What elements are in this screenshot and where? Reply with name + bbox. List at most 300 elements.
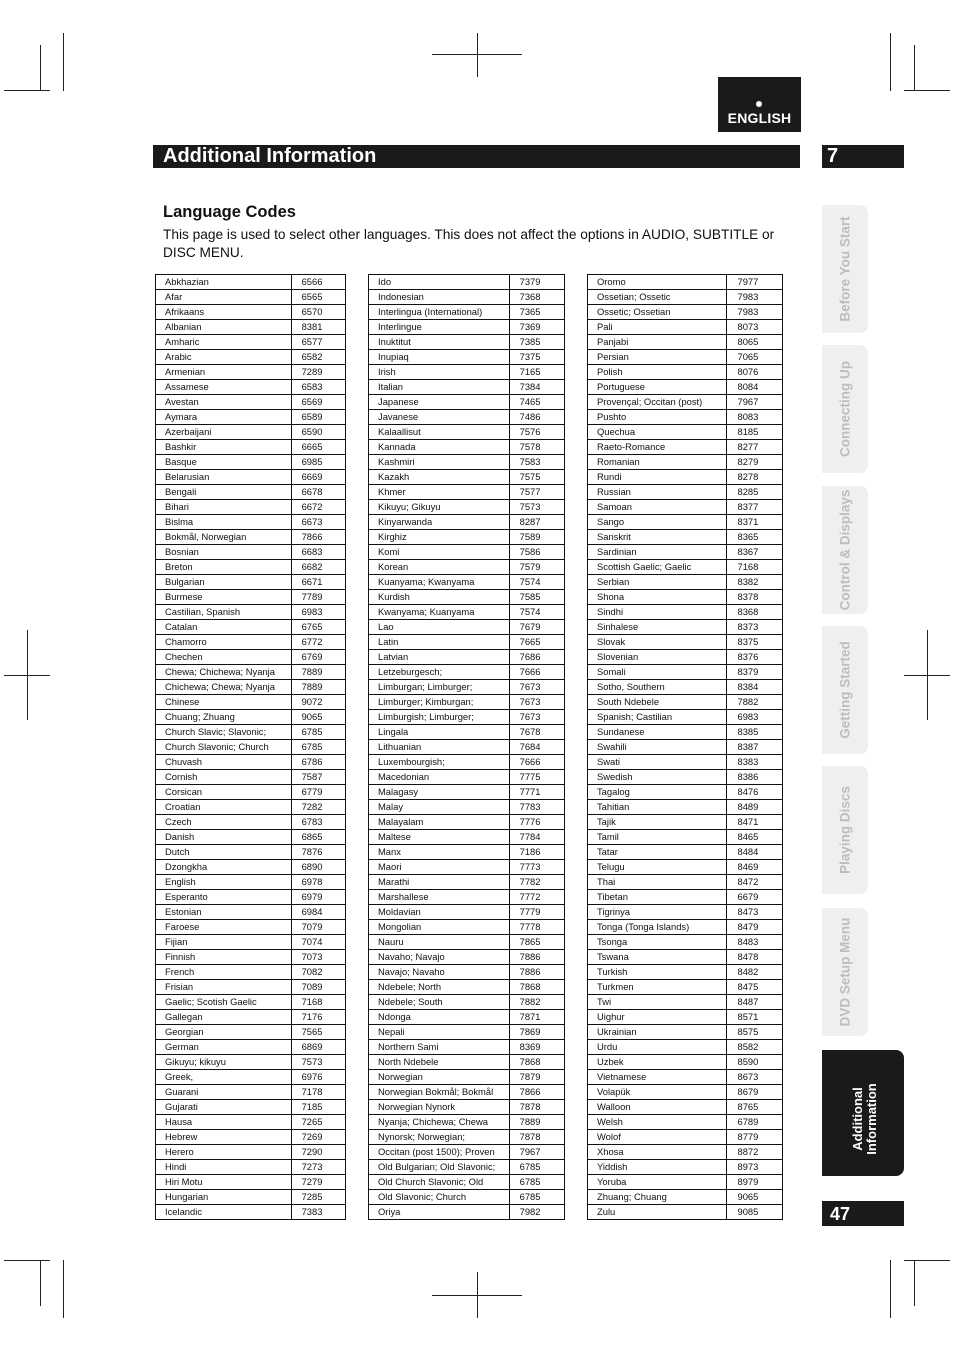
- table-row: [588, 890, 783, 905]
- language-code: 8473: [727, 905, 783, 920]
- language-name: Luxembourgish;: [369, 755, 510, 770]
- language-name: Limburgan; Limburger;: [369, 680, 510, 695]
- language-name: Norwegian Bokmål; Bokmål: [369, 1085, 510, 1100]
- language-name: Lithuanian: [369, 740, 510, 755]
- table-row: [156, 980, 346, 995]
- table-row: [156, 725, 346, 740]
- table-row: [156, 1175, 346, 1190]
- language-code: 7282: [291, 800, 345, 815]
- language-label: ENGLISH: [727, 110, 792, 126]
- language-code: 7771: [509, 785, 564, 800]
- language-code: 7866: [509, 1085, 564, 1100]
- language-name: Oromo: [588, 275, 727, 290]
- language-name: Wolof: [588, 1130, 727, 1145]
- table-row: [369, 485, 565, 500]
- crop-mark: [927, 630, 928, 720]
- language-code-table-3: [587, 274, 783, 1220]
- table-row: [588, 275, 783, 290]
- table-row: [369, 680, 565, 695]
- language-name: Greek,: [156, 1070, 292, 1085]
- language-name: Tahitian: [588, 800, 727, 815]
- language-code: 6783: [291, 815, 345, 830]
- chapter-header: [153, 145, 800, 168]
- table-row: [588, 545, 783, 560]
- language-code: 8076: [727, 365, 783, 380]
- table-row: [369, 590, 565, 605]
- language-name: Nepali: [369, 1025, 510, 1040]
- table-row: [369, 515, 565, 530]
- language-name: Armenian: [156, 365, 292, 380]
- language-code: 7486: [509, 410, 564, 425]
- language-name: Sotho, Southern: [588, 680, 727, 695]
- language-name: Czech: [156, 815, 292, 830]
- language-name: Scottish Gaelic; Gaelic: [588, 560, 727, 575]
- table-row: [156, 905, 346, 920]
- language-code: 8278: [727, 470, 783, 485]
- table-row: [156, 530, 346, 545]
- language-name: Arabic: [156, 350, 292, 365]
- language-code: 8475: [727, 980, 783, 995]
- table-row: [156, 500, 346, 515]
- table-row: [369, 965, 565, 980]
- language-code: 6869: [291, 1040, 345, 1055]
- table-row: [156, 545, 346, 560]
- language-name: Aymara: [156, 410, 292, 425]
- language-code: 7868: [509, 1055, 564, 1070]
- language-name: Fijian: [156, 935, 292, 950]
- table-row: [156, 890, 346, 905]
- language-name: Tajik: [588, 815, 727, 830]
- language-name: Chinese: [156, 695, 292, 710]
- table-row: [156, 1070, 346, 1085]
- language-code: 7983: [727, 290, 783, 305]
- language-code-table-1: [155, 274, 346, 1220]
- table-row: [588, 935, 783, 950]
- language-code: 7982: [509, 1205, 564, 1220]
- language-code: 6565: [291, 290, 345, 305]
- language-name: Kwanyama; Kuanyama: [369, 605, 510, 620]
- side-tab-active-label: [851, 1064, 879, 1174]
- table-row: [588, 500, 783, 515]
- crop-mark: [27, 630, 28, 720]
- table-row: [156, 410, 346, 425]
- language-code: 7889: [291, 665, 345, 680]
- table-row: [156, 770, 346, 785]
- language-code: 7565: [291, 1025, 345, 1040]
- crop-mark: [40, 1260, 41, 1306]
- language-code: 6590: [291, 425, 345, 440]
- language-code: 7878: [509, 1130, 564, 1145]
- language-name: Kinyarwanda: [369, 515, 510, 530]
- language-code: 6984: [291, 905, 345, 920]
- language-name: Bokmål, Norwegian: [156, 530, 292, 545]
- language-name: Hindi: [156, 1160, 292, 1175]
- language-code: 6673: [291, 515, 345, 530]
- language-name: Kuanyama; Kwanyama: [369, 575, 510, 590]
- language-name: English: [156, 875, 292, 890]
- language-code: 8679: [727, 1085, 783, 1100]
- table-row: [588, 575, 783, 590]
- table-row: [588, 530, 783, 545]
- table-row: [369, 755, 565, 770]
- table-row: [156, 1160, 346, 1175]
- language-name: Tonga (Tonga Islands): [588, 920, 727, 935]
- table-row: [156, 305, 346, 320]
- language-code: 6983: [291, 605, 345, 620]
- table-row: [369, 575, 565, 590]
- language-name: Sardinian: [588, 545, 727, 560]
- table-row: [588, 845, 783, 860]
- side-tab-playing-discs[interactable]: [822, 766, 868, 894]
- crop-mark: [914, 1260, 915, 1306]
- language-name: Swedish: [588, 770, 727, 785]
- language-name: Sanskrit: [588, 530, 727, 545]
- language-code: 7889: [509, 1115, 564, 1130]
- side-tab-getting-started[interactable]: [822, 626, 868, 754]
- language-code: 6765: [291, 620, 345, 635]
- language-name: Bihari: [156, 500, 292, 515]
- language-name: Nyanja; Chichewa; Chewa: [369, 1115, 510, 1130]
- language-name: Albanian: [156, 320, 292, 335]
- language-name: Avestan: [156, 395, 292, 410]
- table-row: [588, 650, 783, 665]
- language-name: Russian: [588, 485, 727, 500]
- table-row: [369, 1175, 565, 1190]
- language-code: 7783: [509, 800, 564, 815]
- language-name: German: [156, 1040, 292, 1055]
- table-row: [369, 1100, 565, 1115]
- language-name: Ukrainian: [588, 1025, 727, 1040]
- language-name: Hiri Motu: [156, 1175, 292, 1190]
- language-name: Navajo; Navaho: [369, 965, 510, 980]
- language-name: Assamese: [156, 380, 292, 395]
- language-code: 8373: [727, 620, 783, 635]
- page-number-box: [822, 1201, 904, 1226]
- language-code: 8872: [727, 1145, 783, 1160]
- language-code: 9065: [727, 1190, 783, 1205]
- language-code: 8465: [727, 830, 783, 845]
- language-name: Chechen: [156, 650, 292, 665]
- language-code: 7168: [291, 995, 345, 1010]
- table-row: [588, 290, 783, 305]
- language-code: 8469: [727, 860, 783, 875]
- language-name: Breton: [156, 560, 292, 575]
- table-row: [156, 830, 346, 845]
- table-row: [369, 455, 565, 470]
- table-row: [588, 1100, 783, 1115]
- language-name: Esperanto: [156, 890, 292, 905]
- table-row: [588, 1070, 783, 1085]
- language-name: Bosnian: [156, 545, 292, 560]
- table-row: [588, 875, 783, 890]
- language-name: Norwegian: [369, 1070, 510, 1085]
- language-code: 8472: [727, 875, 783, 890]
- language-code-table-2: [368, 274, 565, 1220]
- table-row: [588, 800, 783, 815]
- language-name: Welsh: [588, 1115, 727, 1130]
- language-code: 7082: [291, 965, 345, 980]
- table-row: [369, 995, 565, 1010]
- language-name: Bulgarian: [156, 575, 292, 590]
- language-name: Basque: [156, 455, 292, 470]
- language-name: Xhosa: [588, 1145, 727, 1160]
- table-row: [588, 425, 783, 440]
- table-row: [369, 770, 565, 785]
- language-code: 7384: [509, 380, 564, 395]
- table-row: [369, 1205, 565, 1220]
- table-row: [156, 485, 346, 500]
- crop-mark: [4, 90, 50, 91]
- language-name: Ndonga: [369, 1010, 510, 1025]
- language-code: 8479: [727, 920, 783, 935]
- language-code: 7778: [509, 920, 564, 935]
- language-code: 8368: [727, 605, 783, 620]
- language-code: 8779: [727, 1130, 783, 1145]
- language-name: Tatar: [588, 845, 727, 860]
- language-code: 8478: [727, 950, 783, 965]
- language-code: 8083: [727, 410, 783, 425]
- table-row: [369, 1010, 565, 1025]
- table-row: [369, 860, 565, 875]
- language-code: 7678: [509, 725, 564, 740]
- language-code: 7289: [291, 365, 345, 380]
- language-code: 7269: [291, 1130, 345, 1145]
- table-row: [369, 800, 565, 815]
- table-row: [156, 275, 346, 290]
- table-row: [156, 1040, 346, 1055]
- language-name: Persian: [588, 350, 727, 365]
- table-row: [369, 635, 565, 650]
- side-tab-control-displays[interactable]: [822, 486, 868, 614]
- chapter-number: 7: [827, 145, 839, 167]
- table-row: [369, 470, 565, 485]
- language-name: Macedonian: [369, 770, 510, 785]
- language-name: Swati: [588, 755, 727, 770]
- table-row: [369, 335, 565, 350]
- language-code: 6583: [291, 380, 345, 395]
- language-name: Oriya: [369, 1205, 510, 1220]
- table-row: [588, 1190, 783, 1205]
- table-row: [156, 875, 346, 890]
- language-code: 9072: [291, 695, 345, 710]
- crop-mark: [40, 45, 41, 91]
- language-code: 7577: [509, 485, 564, 500]
- language-code: 6679: [727, 890, 783, 905]
- language-code: 7089: [291, 980, 345, 995]
- language-code: 7882: [727, 695, 783, 710]
- table-row: [588, 320, 783, 335]
- language-name: Tigrinya: [588, 905, 727, 920]
- table-row: [369, 935, 565, 950]
- language-name: Serbian: [588, 575, 727, 590]
- language-name: Kashmiri: [369, 455, 510, 470]
- table-row: [156, 1010, 346, 1025]
- table-row: [588, 380, 783, 395]
- language-name: Old Bulgarian; Old Slavonic;: [369, 1160, 510, 1175]
- table-row: [156, 995, 346, 1010]
- side-tab-dvd-setup-menu[interactable]: [822, 908, 868, 1036]
- side-tab-connecting-up[interactable]: [822, 345, 868, 473]
- language-code: 7465: [509, 395, 564, 410]
- language-name: Telugu: [588, 860, 727, 875]
- chapter-title: Additional Information: [163, 145, 377, 167]
- language-code: 6569: [291, 395, 345, 410]
- language-code: 8489: [727, 800, 783, 815]
- language-code: 6985: [291, 455, 345, 470]
- language-name: Church Slavic; Slavonic;: [156, 725, 292, 740]
- language-name: Herero: [156, 1145, 292, 1160]
- language-name: Bengali: [156, 485, 292, 500]
- table-row: [369, 500, 565, 515]
- language-code: 8471: [727, 815, 783, 830]
- language-name: Catalan: [156, 620, 292, 635]
- language-code: 7879: [509, 1070, 564, 1085]
- side-tab-label: Control & Displays: [837, 489, 853, 611]
- table-row: [588, 980, 783, 995]
- table-row: [156, 860, 346, 875]
- language-code: 6671: [291, 575, 345, 590]
- language-name: North Ndebele: [369, 1055, 510, 1070]
- language-name: Ido: [369, 275, 510, 290]
- language-name: Old Church Slavonic; Old: [369, 1175, 510, 1190]
- language-code: 8582: [727, 1040, 783, 1055]
- language-code: 8185: [727, 425, 783, 440]
- language-name: Kirghiz: [369, 530, 510, 545]
- language-name: Yiddish: [588, 1160, 727, 1175]
- bullet-icon: [756, 101, 762, 107]
- language-name: Afrikaans: [156, 305, 292, 320]
- language-code: 8383: [727, 755, 783, 770]
- language-code: 7186: [509, 845, 564, 860]
- language-code: 8382: [727, 575, 783, 590]
- table-row: [369, 905, 565, 920]
- language-code: 7789: [291, 590, 345, 605]
- language-name: Sundanese: [588, 725, 727, 740]
- language-name: Bislma: [156, 515, 292, 530]
- language-name: Korean: [369, 560, 510, 575]
- language-code: 7776: [509, 815, 564, 830]
- language-code: 6786: [291, 755, 345, 770]
- language-name: Komi: [369, 545, 510, 560]
- side-tab-label: Before You Start: [837, 216, 853, 322]
- language-name: Maori: [369, 860, 510, 875]
- language-name: Swahili: [588, 740, 727, 755]
- language-name: Kazakh: [369, 470, 510, 485]
- table-row: [369, 440, 565, 455]
- language-code: 6582: [291, 350, 345, 365]
- table-row: [369, 650, 565, 665]
- language-code: 7065: [727, 350, 783, 365]
- side-tab-label: Getting Started: [837, 641, 853, 739]
- language-name: Belarusian: [156, 470, 292, 485]
- language-name: Tagalog: [588, 785, 727, 800]
- language-code: 8365: [727, 530, 783, 545]
- crop-mark: [904, 1260, 950, 1261]
- language-code: 7165: [509, 365, 564, 380]
- table-row: [156, 395, 346, 410]
- language-code: 7679: [509, 620, 564, 635]
- language-name: Estonian: [156, 905, 292, 920]
- table-row: [156, 560, 346, 575]
- language-name: Irish: [369, 365, 510, 380]
- language-code: 8277: [727, 440, 783, 455]
- language-code: 9065: [291, 710, 345, 725]
- language-name: Frisian: [156, 980, 292, 995]
- side-tab-active-line1: Additional: [850, 1087, 865, 1151]
- table-row: [156, 650, 346, 665]
- language-code: 7865: [509, 935, 564, 950]
- language-name: Twi: [588, 995, 727, 1010]
- language-code: 8073: [727, 320, 783, 335]
- table-row: [156, 1085, 346, 1100]
- language-name: Inuktitut: [369, 335, 510, 350]
- table-row: [369, 305, 565, 320]
- language-name: Danish: [156, 830, 292, 845]
- language-code: 6785: [509, 1190, 564, 1205]
- language-name: Chuvash: [156, 755, 292, 770]
- language-name: Ossetic; Ossetian: [588, 305, 727, 320]
- language-name: Khmer: [369, 485, 510, 500]
- side-tab-before-you-start[interactable]: [822, 205, 868, 333]
- language-code: 8484: [727, 845, 783, 860]
- language-code: 8979: [727, 1175, 783, 1190]
- language-name: Limburger; Kimburgan;: [369, 695, 510, 710]
- table-row: [369, 785, 565, 800]
- language-code: 7876: [291, 845, 345, 860]
- table-row: [369, 560, 565, 575]
- language-name: Limburgish; Limburger;: [369, 710, 510, 725]
- language-name: Panjabi: [588, 335, 727, 350]
- crop-mark: [477, 33, 478, 77]
- table-row: [156, 440, 346, 455]
- language-code: 6577: [291, 335, 345, 350]
- table-row: [156, 1055, 346, 1070]
- language-name: Tibetan: [588, 890, 727, 905]
- table-row: [156, 950, 346, 965]
- table-row: [156, 350, 346, 365]
- language-name: Uighur: [588, 1010, 727, 1025]
- table-row: [588, 1055, 783, 1070]
- language-name: Rundi: [588, 470, 727, 485]
- language-name: Gikuyu; kikuyu: [156, 1055, 292, 1070]
- language-name: Urdu: [588, 1040, 727, 1055]
- table-row: [369, 845, 565, 860]
- language-code: 7773: [509, 860, 564, 875]
- language-name: Malay: [369, 800, 510, 815]
- language-code: 6890: [291, 860, 345, 875]
- language-code: 8287: [509, 515, 564, 530]
- language-code: 8375: [727, 635, 783, 650]
- table-row: [588, 350, 783, 365]
- language-name: Gaelic; Scotish Gaelic: [156, 995, 292, 1010]
- language-name: Croatian: [156, 800, 292, 815]
- language-name: Maltese: [369, 830, 510, 845]
- table-row: [588, 305, 783, 320]
- language-code: 7886: [509, 965, 564, 980]
- language-name: Kalaallisut: [369, 425, 510, 440]
- language-name: Romanian: [588, 455, 727, 470]
- table-row: [369, 890, 565, 905]
- table-row: [588, 860, 783, 875]
- language-name: Corsican: [156, 785, 292, 800]
- table-row: [588, 485, 783, 500]
- language-name: Icelandic: [156, 1205, 292, 1220]
- language-name: Northern Sami: [369, 1040, 510, 1055]
- table-row: [369, 380, 565, 395]
- language-name: South Ndebele: [588, 695, 727, 710]
- language-code: 7585: [509, 590, 564, 605]
- side-tab-additional-information[interactable]: [822, 1050, 904, 1176]
